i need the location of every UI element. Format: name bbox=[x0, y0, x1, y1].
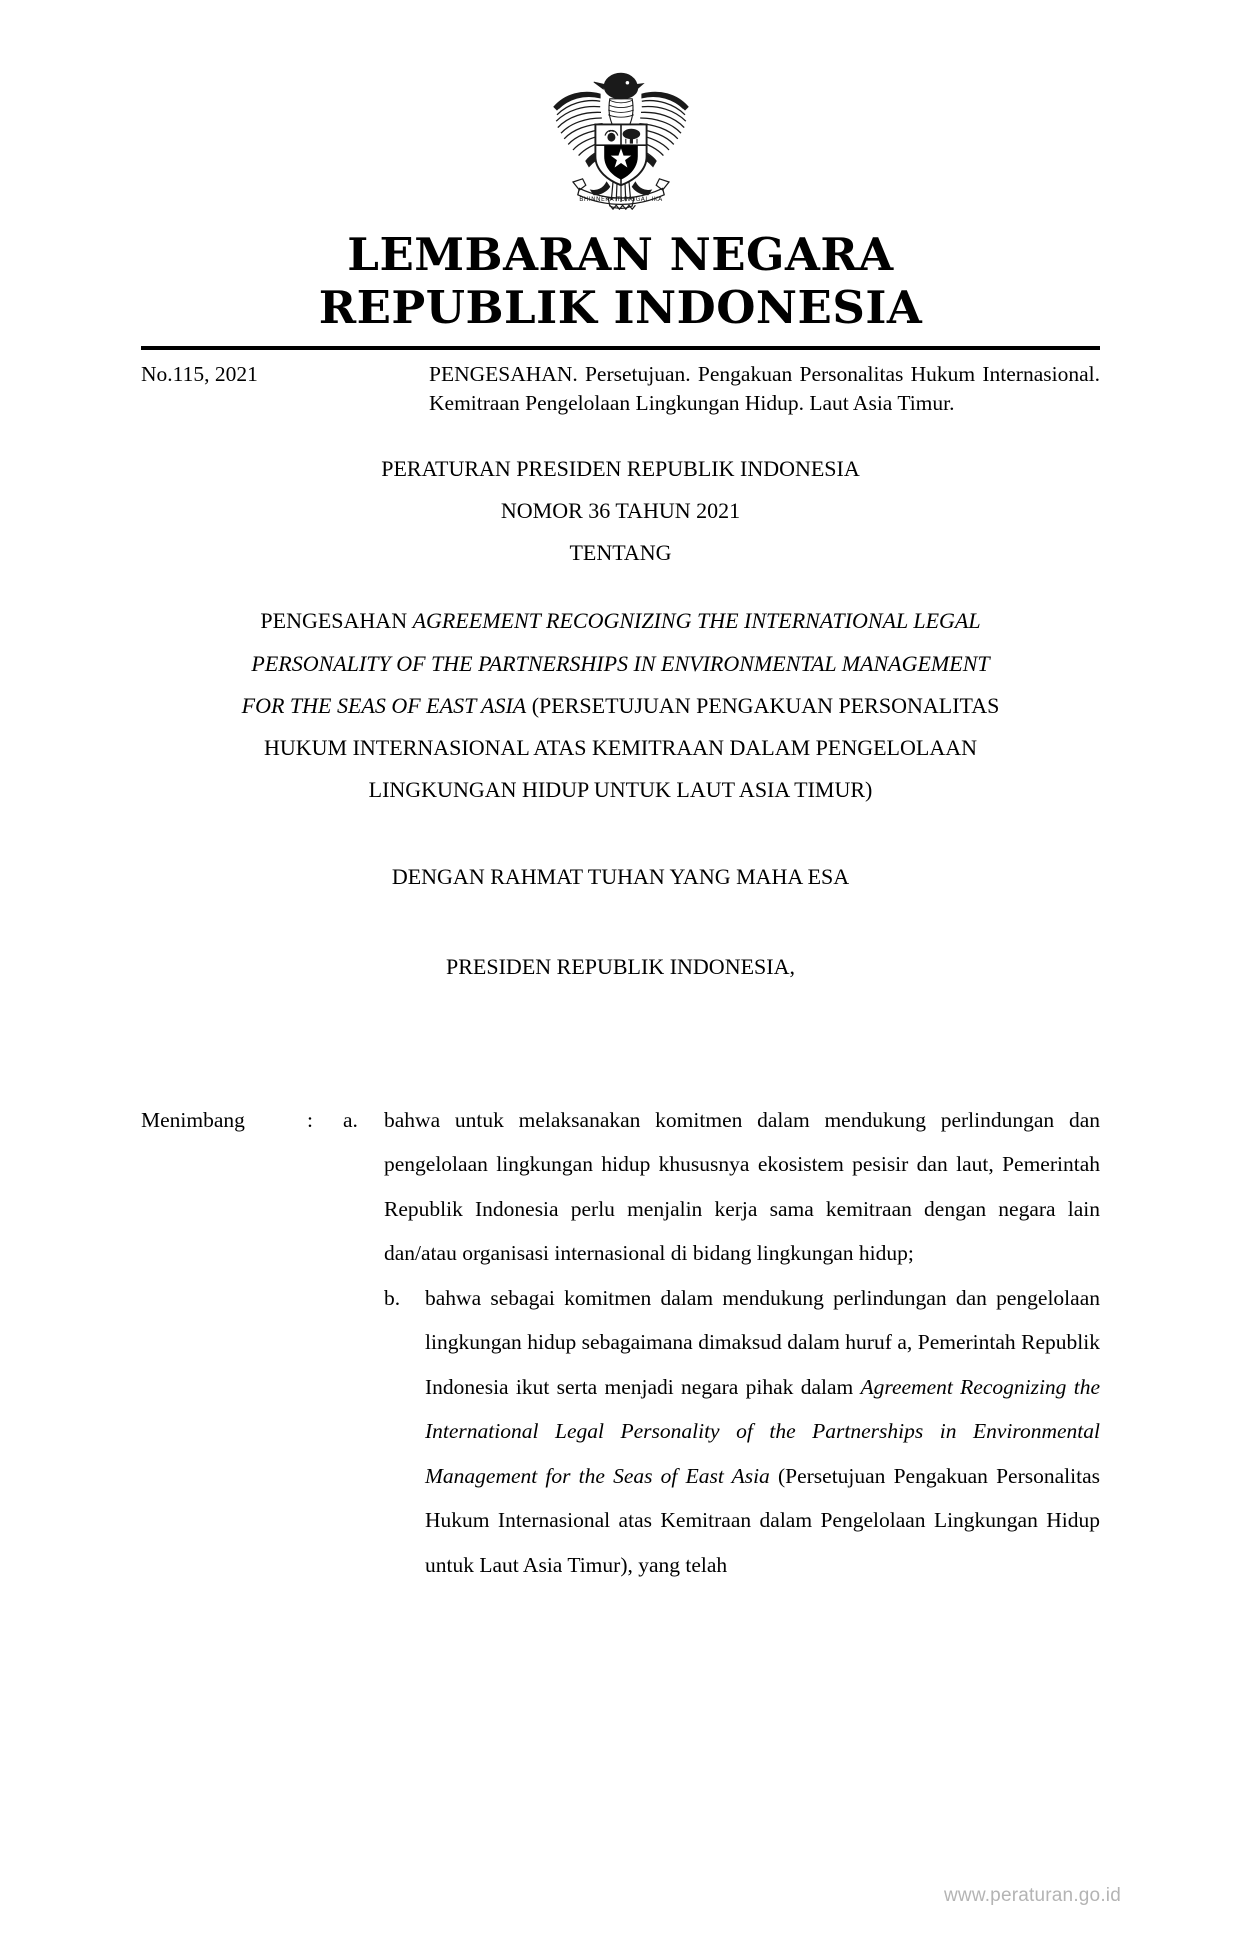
title-regulation-type: PERATURAN PRESIDEN REPUBLIK INDONESIA bbox=[381, 455, 860, 481]
consideration-marker-a: a. bbox=[343, 1107, 358, 1132]
considerations-label: Menimbang bbox=[141, 1107, 245, 1132]
title-long-line-2-italic: PERSONALITY OF THE PARTNERSHIPS IN ENVIRONMENTAL MANAGEMENT bbox=[251, 650, 990, 676]
consideration-text-b-part1: bahwa sebagai komitmen dalam mendukung perlindungan dan pengelolaan lingkungan hidup sebagaimana dimaksud dalam huruf a, Pemerintah Republik Indonesia ikut serta menjadi negara pihak dalam bbox=[425, 1285, 1100, 1399]
title-long-line-3 bbox=[120, 685, 1121, 727]
masthead-divider bbox=[141, 346, 1100, 350]
title-long bbox=[120, 600, 1121, 811]
consideration-text-b-part2: (Persetujuan Pengakuan Personalitas Hukum Internasional atas Kemitraan dalam Pengelolaan Lingkungan Hidup untuk Laut Asia Timur), yang telah bbox=[425, 1463, 1101, 1577]
considerations-section bbox=[141, 1098, 1100, 1588]
consideration-text-b-italic: Agreement Recognizing the International Legal Personality of the Partnerships in Environmental Management for the Seas of East Asia bbox=[425, 1374, 1100, 1488]
svg-text:BHINNEKA TUNGGAL IKA: BHINNEKA TUNGGAL IKA bbox=[578, 196, 663, 204]
consideration-text-a: bahwa untuk melaksanakan komitmen dalam mendukung perlindungan dan pengelolaan lingkungan hidup khususnya ekosistem pesisir dan laut, Pemerintah Republik Indonesia perlu menjalin kerja sama kemitraan dengan negara lain dan/atau organisasi internasional di bidang lingkungan hidup; bbox=[384, 1107, 1100, 1266]
consideration-text-b bbox=[425, 1276, 1100, 1588]
president-line: PRESIDEN REPUBLIK INDONESIA, bbox=[446, 953, 795, 979]
consideration-item-b bbox=[141, 1276, 1100, 1588]
title-long-line-3-plain: (PERSETUJUAN PENGAKUAN PERSONALITAS bbox=[526, 692, 1000, 718]
invocation-line: DENGAN RAHMAT TUHAN YANG MAHA ESA bbox=[391, 863, 850, 889]
masthead-line-1: LEMBARAN NEGARA bbox=[347, 228, 894, 281]
title-long-line-1-plain: PENGESAHAN bbox=[260, 608, 413, 634]
subject-keywords: PENGESAHAN. Persetujuan. Pengakuan Personalitas Hukum Internasional. Kemitraan Pengelolaan Lingkungan Hidup. Laut Asia Timur. bbox=[429, 362, 1100, 415]
masthead bbox=[0, 0, 1241, 334]
consideration-item-a bbox=[141, 1098, 1100, 1276]
considerations-colon: : bbox=[307, 1107, 313, 1132]
source-watermark: www.peraturan.go.id bbox=[943, 1885, 1121, 1906]
masthead-line-2: REPUBLIK INDONESIA bbox=[318, 281, 923, 335]
title-regulation-number: NOMOR 36 TAHUN 2021 bbox=[500, 498, 741, 524]
subject-row bbox=[141, 360, 1100, 418]
title-about-label: TENTANG bbox=[569, 540, 672, 566]
consideration-marker-b: b. bbox=[384, 1285, 401, 1310]
title-long-line-3-italic: FOR THE SEAS OF EAST ASIA bbox=[241, 692, 527, 718]
title-long-line-1-italic: AGREEMENT RECOGNIZING THE INTERNATIONAL LEGAL bbox=[412, 608, 981, 634]
garuda-pancasila-emblem bbox=[541, 62, 701, 210]
title-long-line-5: LINGKUNGAN HIDUP UNTUK LAUT ASIA TIMUR) bbox=[368, 777, 873, 803]
title-long-line-1 bbox=[120, 600, 1121, 642]
regulation-title-block bbox=[120, 448, 1121, 812]
title-long-line-4: HUKUM INTERNASIONAL ATAS KEMITRAAN DALAM PENGELOLAAN bbox=[263, 735, 977, 761]
title-long-line-2 bbox=[120, 643, 1121, 685]
masthead-title bbox=[0, 228, 1241, 334]
gazette-number: No.115, 2021 bbox=[141, 362, 258, 387]
